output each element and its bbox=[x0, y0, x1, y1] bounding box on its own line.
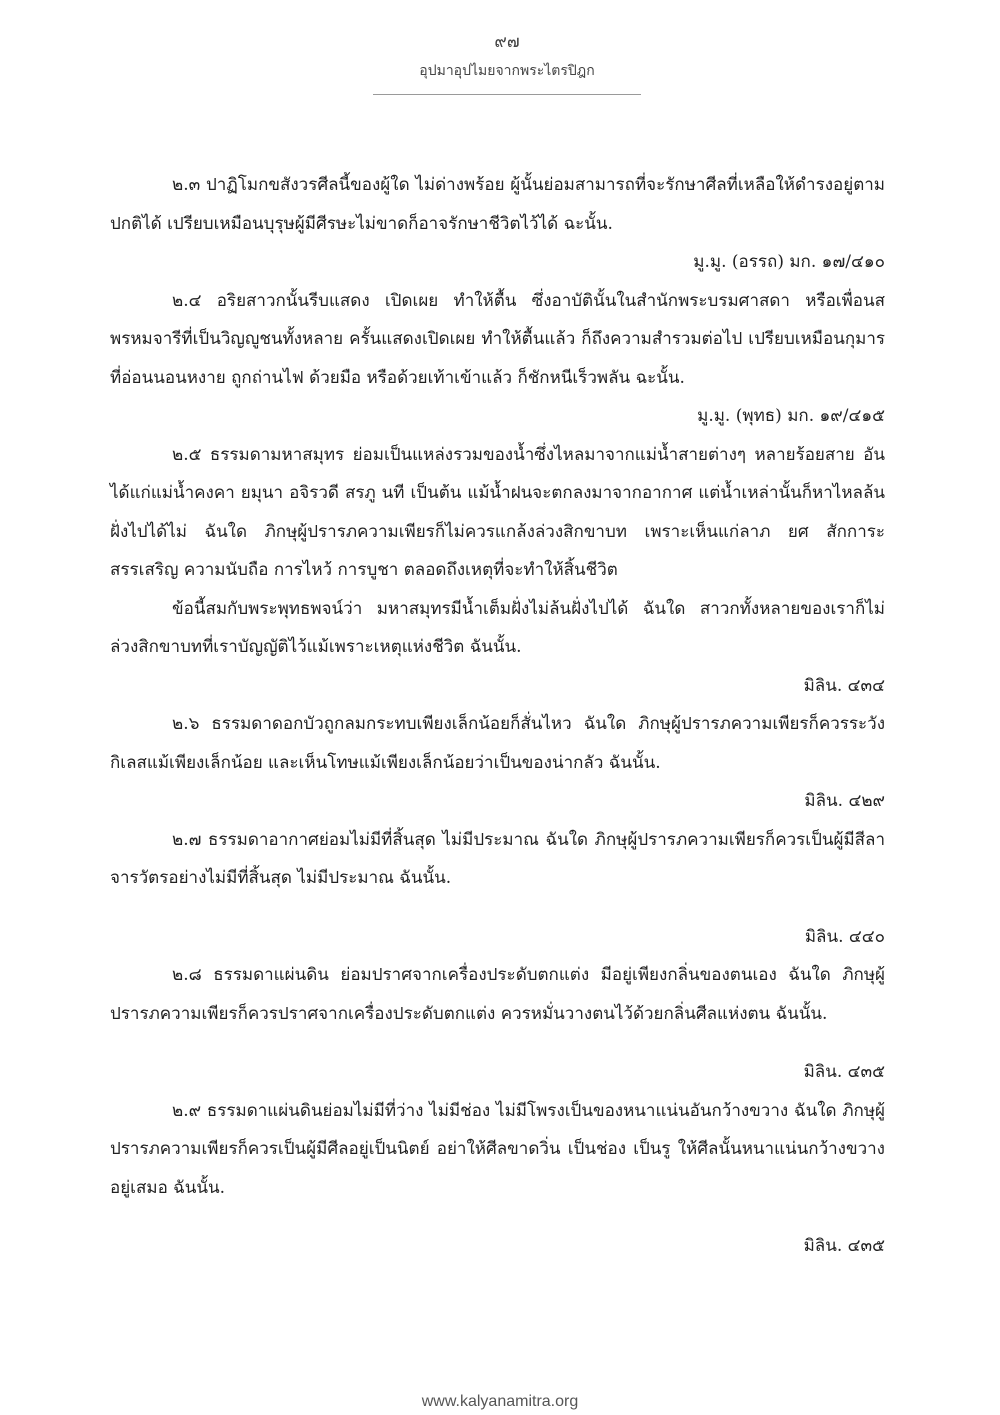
document-body bbox=[110, 166, 885, 1266]
reference-2-9: มิลิน. ๔๓๕ bbox=[803, 1236, 885, 1256]
reference-2-3: มู.มู. (อรรถ) มก. ๑๗/๔๑๐ bbox=[693, 252, 885, 272]
paragraph-2-7: ๒.๗ ธรรมดาอากาศย่อมไม่มีที่สิ้นสุด ไม่มีประมาณ ฉันใด ภิกษุผู้ปรารภความเพียรก็ควรเป็นผู้มีสีลาจารวัตรอย่างไม่มีที่สิ้นสุด ไม่มีประมาณ ฉันนั้น. bbox=[110, 829, 885, 888]
running-title: อุปมาอุปไมยจากพระไตรปิฎก bbox=[419, 63, 595, 79]
spacer bbox=[110, 898, 885, 918]
reference-2-6: มิลิน. ๔๒๙ bbox=[804, 791, 885, 811]
spacer bbox=[110, 1207, 885, 1227]
paragraph-2-5: ๒.๕ ธรรมดามหาสมุทร ย่อมเป็นแหล่งรวมของน้ำซึ่งไหลมาจากแม่น้ำสายต่างๆ หลายร้อยสาย อันได้แก่แม่น้ำคงคา ยมุนา อจิรวดี สรภู นที เป็นต้น แม้น้ำฝนจะตกลงมาจากอากาศ แต่น้ำเหล่านั้นก็หาไหลล้นฝั่งไปได้ไม่ ฉันใด ภิกษุผู้ปรารภความเพียรก็ไม่ควรแกล้งล่วงสิกขาบท เพราะเห็นแก่ลาภ ยศ สักการะ สรรเสริญ ความนับถือ การไหว้ การบูชา ตลอดถึงเหตุที่จะทำให้สิ้นชีวิต bbox=[110, 444, 885, 580]
reference-2-7: มิลิน. ๔๔๐ bbox=[804, 926, 885, 947]
paragraph-2-4: ๒.๔ อริยสาวกนั้นรีบแสดง เปิดเผย ทำให้ตื้น ซึ่งอาบัตินั้นในสำนักพระบรมศาสดา หรือเพื่อนสพรหมจารีที่เป็นวิญญูชนทั้งหลาย ครั้นแสดงเปิดเผย ทำให้ตื้นแล้ว ก็ถึงความสำรวมต่อไป เปรียบเหมือนกุมารที่อ่อนนอนหงาย ถูกถ่านไฟ ด้วยมือ หรือด้วยเท้าเข้าแล้ว ก็ชักหนีเร็วพลัน ฉะนั้น. bbox=[110, 290, 885, 388]
paragraph-2-9: ๒.๙ ธรรมดาแผ่นดินย่อมไม่มีที่ว่าง ไม่มีช่อง ไม่มีโพรงเป็นของหนาแน่นอันกว้างขวาง ฉันใด ภิกษุผู้ปรารภความเพียรก็ควรเป็นผู้มีศีลอยู่เป็นนิตย์ อย่าให้ศีลขาดวิ่น เป็นช่อง เป็นรู ให้ศีลนั้นหนาแน่นกว้างขวางอยู่เสมอ ฉันนั้น. bbox=[110, 1100, 885, 1198]
reference-2-5: มิลิน. ๔๓๔ bbox=[803, 675, 885, 696]
header-divider bbox=[373, 94, 641, 95]
paragraph-2-5-continued: ข้อนี้สมกับพระพุทธพจน์ว่า มหาสมุทรมีน้ำเต็มฝั่งไม่ล้นฝั่งไปได้ ฉันใด สาวกทั้งหลายของเราก็ไม่ล่วงสิกขาบทที่เราบัญญัติไว้แม้เพราะเหตุแห่งชีวิต ฉันนั้น. bbox=[110, 598, 885, 657]
reference-2-8: มิลิน. ๔๓๕ bbox=[803, 1062, 885, 1082]
footer-website-link[interactable]: www.kalyanamitra.org bbox=[421, 1393, 579, 1410]
reference-2-4: มู.มู. (พุทธ) มก. ๑๙/๔๑๕ bbox=[697, 406, 885, 426]
paragraph-2-8: ๒.๘ ธรรมดาแผ่นดิน ย่อมปราศจากเครื่องประดับตกแต่ง มีอยู่เพียงกลิ่นของตนเอง ฉันใด ภิกษุผู้ปรารภความเพียรก็ควรปราศจากเครื่องประดับตกแต่ง ควรหมั่นวางตนไว้ด้วยกลิ่นศีลแห่งตน ฉันนั้น. bbox=[110, 965, 885, 1024]
spacer bbox=[110, 1033, 885, 1053]
paragraph-2-3: ๒.๓ ปาฏิโมกขสังวรศีลนี้ของผู้ใด ไม่ด่างพร้อย ผู้นั้นย่อมสามารถที่จะรักษาศีลที่เหลือให้ดำรงอยู่ตามปกติได้ เปรียบเหมือนบุรุษผู้มีศีรษะไม่ขาดก็อาจรักษาชีวิตไว้ได้ ฉะนั้น. bbox=[110, 175, 885, 234]
paragraph-2-6: ๒.๖ ธรรมดาดอกบัวถูกลมกระทบเพียงเล็กน้อยก็สั่นไหว ฉันใด ภิกษุผู้ปรารภความเพียรก็ควรระวังกิเลสแม้เพียงเล็กน้อย และเห็นโทษแม้เพียงเล็กน้อยว่าเป็นของน่ากลัว ฉันนั้น. bbox=[110, 714, 885, 773]
page-number: ๙๗ bbox=[494, 32, 520, 52]
